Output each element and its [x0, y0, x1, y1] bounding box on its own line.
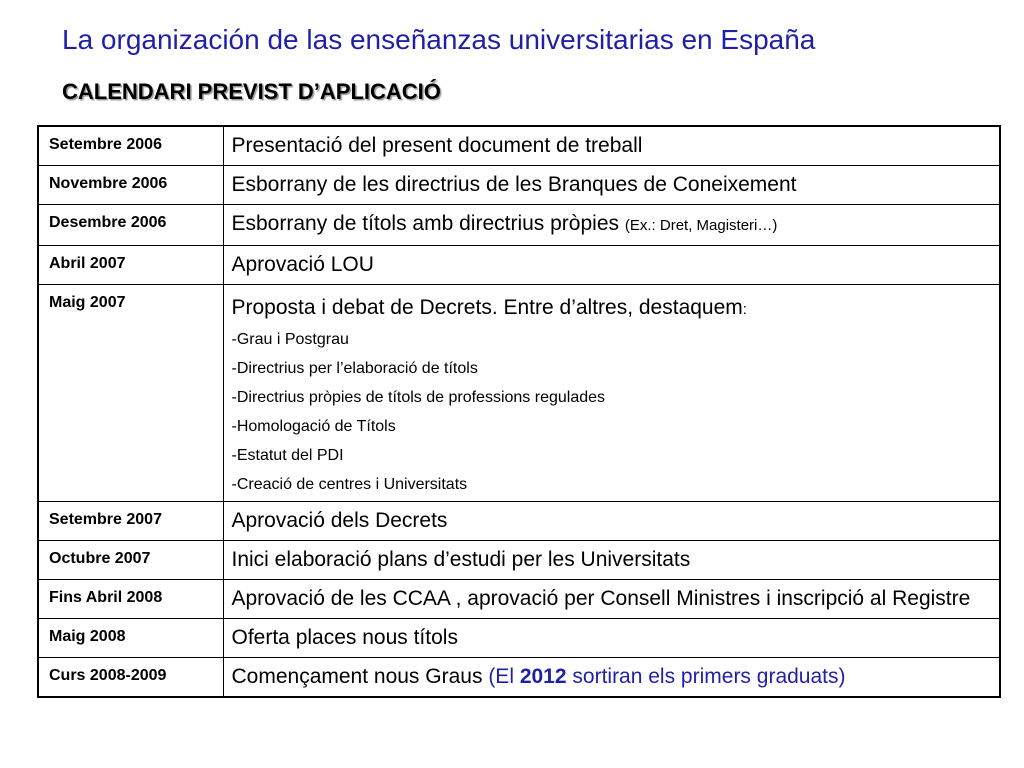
row-description-text: Proposta i debat de Decrets. Entre d’altres, destaquem [231, 296, 743, 319]
row-date: Novembre 2006 [38, 166, 223, 205]
row-date: Maig 2007 [38, 285, 223, 502]
table-row [38, 502, 1000, 541]
page-title: La organización de las enseñanzas universitarias en España [62, 24, 816, 55]
row-description: Aprovació LOU [223, 246, 1000, 285]
row-description: Inici elaboració plans d’estudi per les Universitats [223, 541, 1000, 580]
page-subtitle: CALENDARI PREVIST D’APLICACIÓ [62, 79, 441, 104]
table-row [38, 619, 1000, 658]
list-item: -Grau i Postgrau [231, 331, 349, 348]
row-description: Presentació del present document de treball [223, 126, 1000, 166]
row-date: Desembre 2006 [38, 205, 223, 246]
list-item: -Estatut del PDI [231, 447, 344, 464]
row-date: Maig 2008 [38, 619, 223, 658]
list-item: -Homologació de Títols [231, 418, 396, 435]
row-note: (Ex.: Dret, Magisteri…) [624, 217, 778, 234]
row-description: Oferta places nous títols [223, 619, 1000, 658]
calendar-table [37, 125, 1001, 698]
row-description [223, 658, 1000, 698]
table-row [38, 658, 1000, 698]
row-note-year: 2012 [519, 665, 567, 688]
list-item: -Directrius pròpies de títols de professions regulades [231, 389, 606, 406]
row-description [223, 285, 1000, 502]
table-row [38, 580, 1000, 619]
row-date: Octubre 2007 [38, 541, 223, 580]
row-description: Aprovació dels Decrets [223, 502, 1000, 541]
row-date: Abril 2007 [38, 246, 223, 285]
row-date: Setembre 2006 [38, 126, 223, 166]
table-row [38, 126, 1000, 166]
table-row [38, 166, 1000, 205]
table-row [38, 285, 1000, 502]
row-date: Curs 2008-2009 [38, 658, 223, 698]
table-row [38, 205, 1000, 246]
row-description-text: Esborrany de títols amb directrius pròpies [231, 212, 620, 235]
table-row [38, 541, 1000, 580]
table-row [38, 246, 1000, 285]
row-note-close: sortiran els primers graduats) [572, 665, 846, 688]
list-item: -Directrius per l’elaboració de títols [231, 360, 478, 377]
row-description-text: Començament nous Graus [231, 665, 483, 688]
row-description: Aprovació de les CCAA , aprovació per Consell Ministres i inscripció al Registre [223, 580, 1000, 619]
list-item: -Creació de centres i Universitats [231, 476, 468, 493]
row-date: Setembre 2007 [38, 502, 223, 541]
row-colon: : [742, 301, 747, 318]
row-description [223, 205, 1000, 246]
row-note-open: (El [488, 665, 514, 688]
row-date: Fins Abril 2008 [38, 580, 223, 619]
row-description: Esborrany de les directrius de les Branques de Coneixement [223, 166, 1000, 205]
